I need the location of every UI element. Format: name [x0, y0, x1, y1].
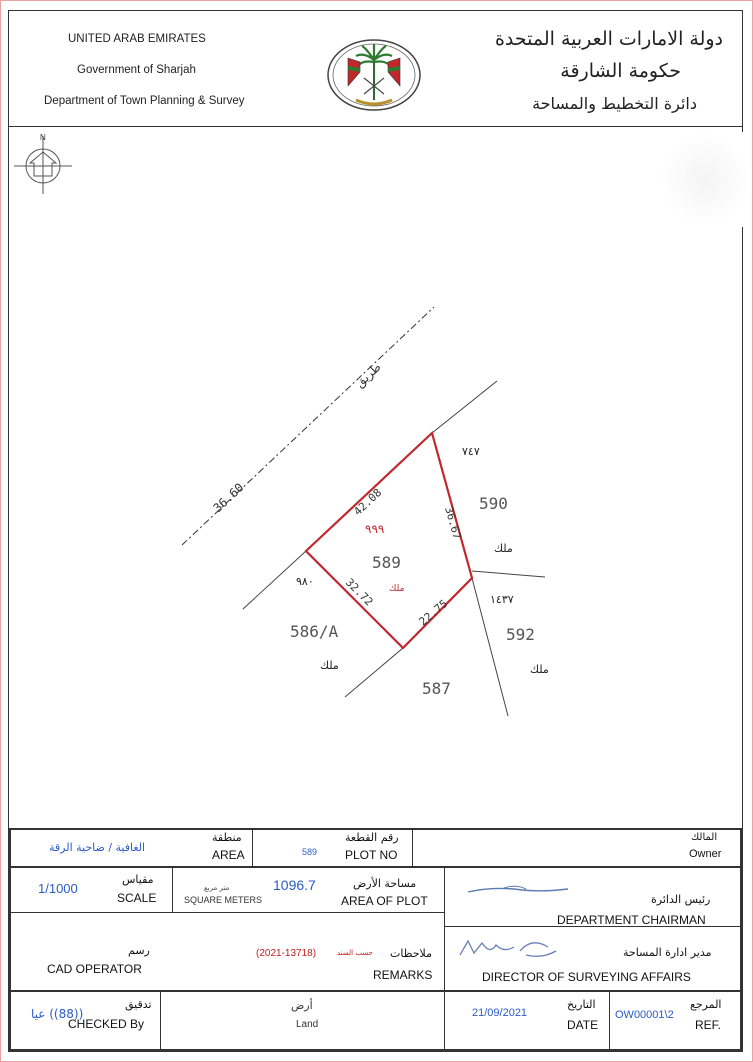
scale-label-en: SCALE — [117, 891, 157, 905]
plot-no-value: 589 — [302, 847, 318, 857]
plot-number: 589 — [372, 553, 401, 572]
scale-value: 1/1000 — [38, 881, 78, 896]
edge-bottom-length: 22.75 — [416, 597, 451, 629]
neighbor-590-owner: ملك — [494, 542, 513, 555]
remarks-value: (2021-13718) — [256, 948, 317, 959]
remarks-label-en: REMARKS — [373, 968, 433, 982]
area-plot-label-ar: مساحة الأرض — [353, 877, 417, 890]
chairman-signature — [464, 880, 574, 900]
header-country-en: UNITED ARAB EMIRATES — [68, 33, 206, 45]
owner-label-ar: المالك — [691, 832, 718, 843]
scale-label-ar: مقياس — [122, 873, 154, 886]
checked-value: ((88)) عيا — [31, 1007, 84, 1021]
date-label-ar: التاريخ — [567, 998, 596, 1011]
header-country-ar: دولة الامارات العربية المتحدة — [494, 28, 723, 50]
header-government-ar: حكومة الشارقة — [560, 60, 681, 82]
north-mark: N — [40, 133, 46, 142]
remarks-label-ar: ملاحظات — [390, 947, 432, 960]
area-label-en: AREA — [212, 848, 245, 862]
neighbor-590-ar: ٧٤٧ — [462, 445, 480, 458]
ref-label-ar: المرجع — [690, 998, 722, 1011]
edge-left-length: 32.72 — [342, 575, 376, 609]
road-width-label: 36.60 — [210, 480, 247, 516]
cad-label-ar: رسم — [128, 944, 150, 957]
land-label-ar: أرض — [291, 999, 313, 1012]
cad-label-en: CAD OPERATOR — [47, 962, 142, 976]
remarks-value-prefix: حسب السند — [337, 949, 373, 957]
neighbor-586-ar: ٩٨٠ — [296, 575, 314, 588]
ref-label-en: REF. — [695, 1018, 722, 1032]
chairman-label-en: DEPARTMENT CHAIRMAN — [557, 913, 706, 927]
neighbor-587: 587 — [422, 679, 451, 698]
header-department-en: Department of Town Planning & Survey — [44, 95, 245, 107]
area-plot-label-en: AREA OF PLOT — [341, 894, 428, 908]
header-government-en: Government of Sharjah — [77, 64, 196, 76]
area-plot-unit-ar: متر مربع — [204, 884, 230, 892]
edge-top-length: 42.08 — [351, 486, 385, 519]
plot-number-ar: ٩٩٩ — [365, 522, 385, 536]
area-label-ar: منطقة — [212, 831, 242, 844]
director-label-ar: مدير ادارة المساحة — [623, 946, 712, 959]
neighbor-592-owner: ملك — [530, 663, 549, 676]
area-value: الغافية / ضاحية الرقة — [49, 841, 146, 854]
neighbor-590: 590 — [479, 494, 508, 513]
owner-label-en: Owner — [689, 848, 722, 860]
north-arrow-icon — [14, 136, 72, 194]
plot-no-label-ar: رقم القطعة — [345, 831, 399, 844]
land-label-en: Land — [296, 1019, 319, 1030]
director-label-en: DIRECTOR OF SURVEYING AFFAIRS — [482, 970, 691, 984]
plot-589-boundary — [306, 433, 472, 648]
plot-owner-label: ملك — [389, 584, 405, 594]
area-plot-value: 1096.7 — [273, 877, 316, 893]
title-block-table — [9, 828, 742, 1050]
director-signature — [456, 935, 566, 961]
neighbor-586: 586/A — [290, 622, 339, 641]
neighbor-592-ar: ١٤٣٧ — [490, 593, 514, 606]
area-plot-unit-en: SQUARE METERS — [184, 895, 263, 905]
plot-no-label-en: PLOT NO — [345, 848, 398, 862]
header-department-ar: دائرة التخطيط والمساحة — [532, 94, 697, 113]
neighbor-592: 592 — [506, 625, 535, 644]
checked-label-en: CHECKED By — [68, 1017, 145, 1031]
date-value: 21/09/2021 — [472, 1007, 528, 1019]
chairman-label-ar: رئيس الدائرة — [651, 893, 711, 906]
neighbor-586-owner: ملك — [320, 659, 339, 672]
date-label-en: DATE — [567, 1018, 599, 1032]
edge-right-length: 36.67 — [442, 505, 464, 541]
ref-value: OW00001\2 — [615, 1009, 674, 1021]
checked-label-ar: تدقيق — [125, 998, 152, 1011]
road-label: طريق — [352, 359, 384, 391]
